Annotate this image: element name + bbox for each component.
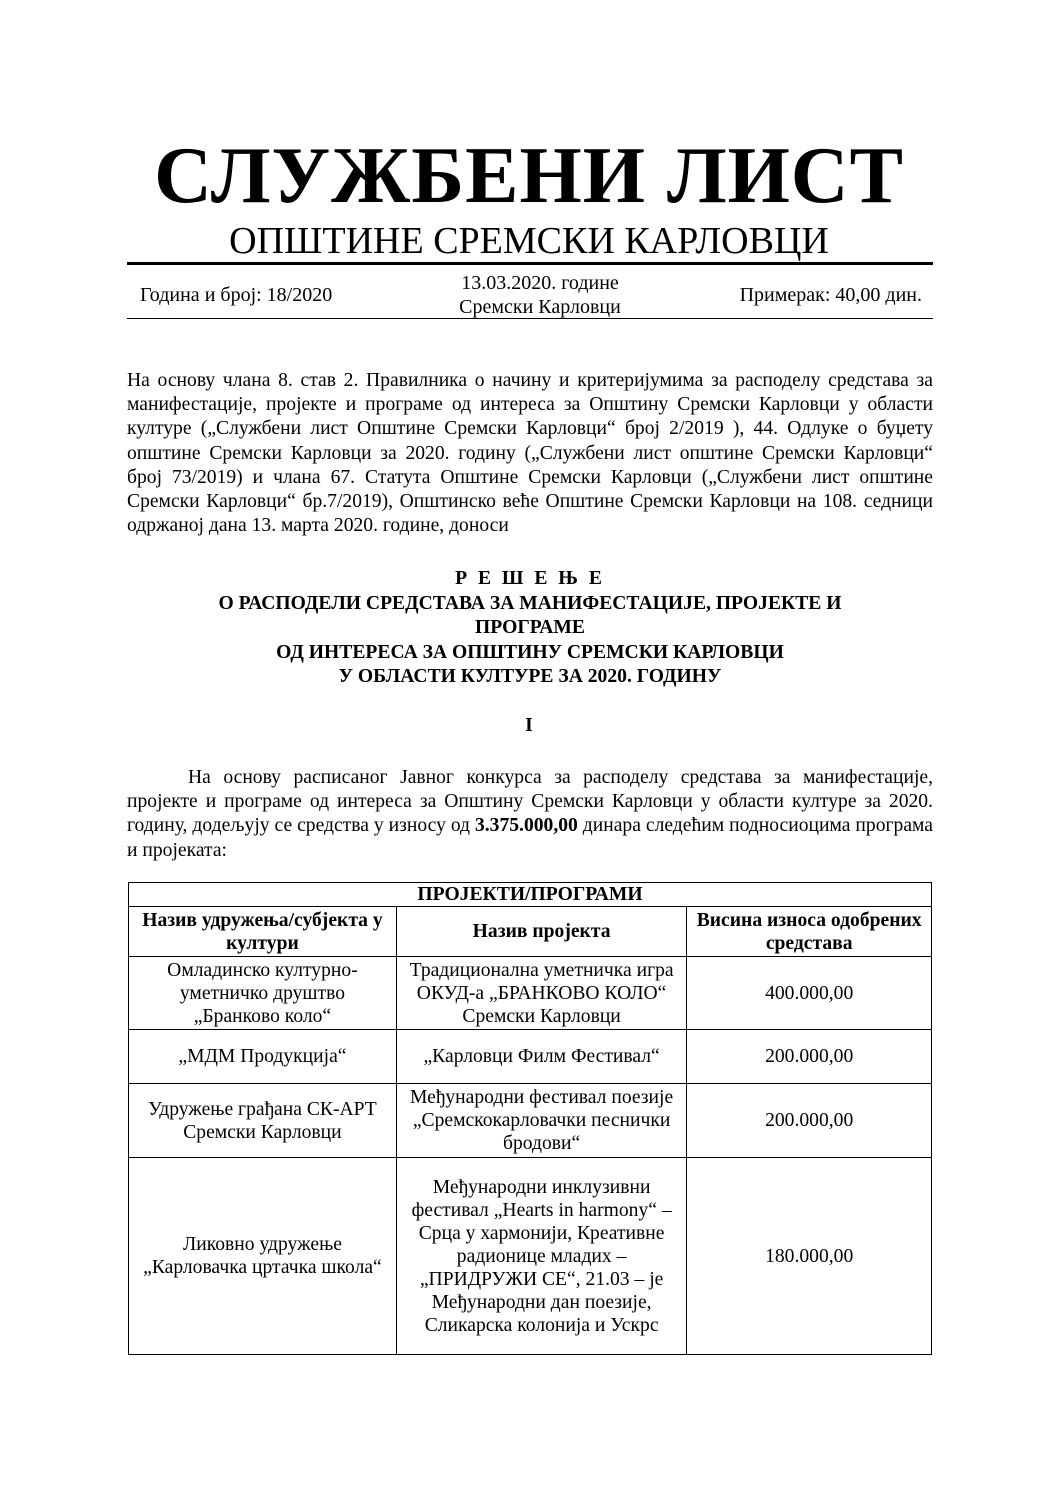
- column-header-project: Назив пројекта: [396, 907, 686, 957]
- newspaper-subtitle: ОПШТИНЕ СРЕМСКИ КАРЛОВЦИ: [229, 220, 829, 262]
- total-amount: 3.375.000,00: [474, 815, 578, 837]
- issue-date-place: [400, 271, 680, 319]
- table-row: [129, 1158, 932, 1355]
- issue-number: Година и број: 18/2020: [140, 284, 333, 306]
- decision-subject-line-3: ОД ИНТЕРЕСА ЗА ОПШТИНУ СРЕМСКИ КАРЛОВЦИ: [276, 641, 784, 663]
- project-cell: Међународни инклузивни фестивал „Hearts in harmony“ – Срца у хармонији, Креативне радионице младих – „ПРИДРУЖИ СЕ“, 21.03 – је Међународни дан поезије, Сликарска колонија и Ускрс: [396, 1158, 686, 1355]
- column-header-applicant: Назив удружења/субјекта у култури: [129, 907, 397, 957]
- applicant-cell: Омладинско културно-уметничко друштво „Бранково коло“: [129, 957, 397, 1030]
- table-title: ПРОЈЕКТИ/ПРОГРАМИ: [129, 883, 932, 907]
- section-paragraph: [127, 766, 933, 863]
- applicant-cell: Удружење грађана СК-АРТ Сремски Карловци: [129, 1084, 397, 1158]
- issue-place: Сремски Карловци: [459, 296, 621, 318]
- table-row: [129, 1030, 932, 1084]
- decision-subject-line-4: У ОБЛАСТИ КУЛТУРЕ ЗА 2020. ГОДИНУ: [338, 666, 722, 688]
- section-number: I: [525, 715, 533, 736]
- section-text-after: динара следећим подносиоцима програма и пројеката:: [127, 815, 933, 861]
- applicant-cell: „МДМ Продукција“: [129, 1030, 397, 1084]
- header-divider-bottom: [127, 318, 933, 319]
- decision-title: Р Е Ш Е Њ Е: [455, 568, 605, 589]
- column-header-amount: Висина износа одобрених средстава: [687, 907, 932, 957]
- amount-cell: 200.000,00: [687, 1030, 932, 1084]
- table-row: [129, 1084, 932, 1158]
- decision-heading: [180, 567, 880, 690]
- issue-date: 13.03.2020. године: [461, 272, 619, 294]
- header-divider-top: [127, 262, 933, 265]
- issue-price: Примерак: 40,00 дин.: [739, 284, 922, 306]
- project-cell: Међународни фестивал поезије „Сремскокарловачки песнички бродови“: [396, 1084, 686, 1158]
- project-cell: Традиционална уметничка игра ОКУД-а „БРАНКОВО КОЛО“ Сремски Карловци: [396, 957, 686, 1030]
- projects-table: [128, 882, 932, 1355]
- newspaper-title: СЛУЖБЕНИ ЛИСТ: [154, 132, 904, 220]
- legal-basis-paragraph: На основу члана 8. став 2. Правилника о начину и критеријумима за расподелу средстава за манифестације, пројекте и програме од интереса за Општину Сремски Карловци у области културе („Службени лист Општине Сремски Карловци“ број 2/2019 ), 44. Одлуке о буџету општине Сремски Карловци за 2020. годину („Службени лист општине Сремски Карловци“ број 73/2019) и члана 67. Статута Општине Сремски Карловци („Службени лист општине Сремски Карловци“ бр.7/2019), Општинско веће Општине Сремски Карловци на 108. седници одржаној дана 13. марта 2020. године, доноси: [127, 370, 933, 537]
- amount-cell: 400.000,00: [687, 957, 932, 1030]
- section-text-before: На основу расписаног Јавног конкурса за расподелу средстава за манифестације, пројекте и програме од интереса за Општину Сремски Карловци у области културе за 2020. годину, додељују се средства у износу од: [127, 767, 933, 837]
- decision-subject-line-1: О РАСПОДЕЛИ СРЕДСТАВА ЗА МАНИФЕСТАЦИЈЕ, ПРОЈЕКТЕ И: [218, 592, 842, 614]
- amount-cell: 200.000,00: [687, 1084, 932, 1158]
- amount-cell: 180.000,00: [687, 1158, 932, 1355]
- table-row: [129, 957, 932, 1030]
- decision-subject-line-2: ПРОГРАМЕ: [475, 617, 585, 639]
- applicant-cell: Ликовно удружење „Карловачка цртачка школа“: [129, 1158, 397, 1355]
- project-cell: „Карловци Филм Фестивал“: [396, 1030, 686, 1084]
